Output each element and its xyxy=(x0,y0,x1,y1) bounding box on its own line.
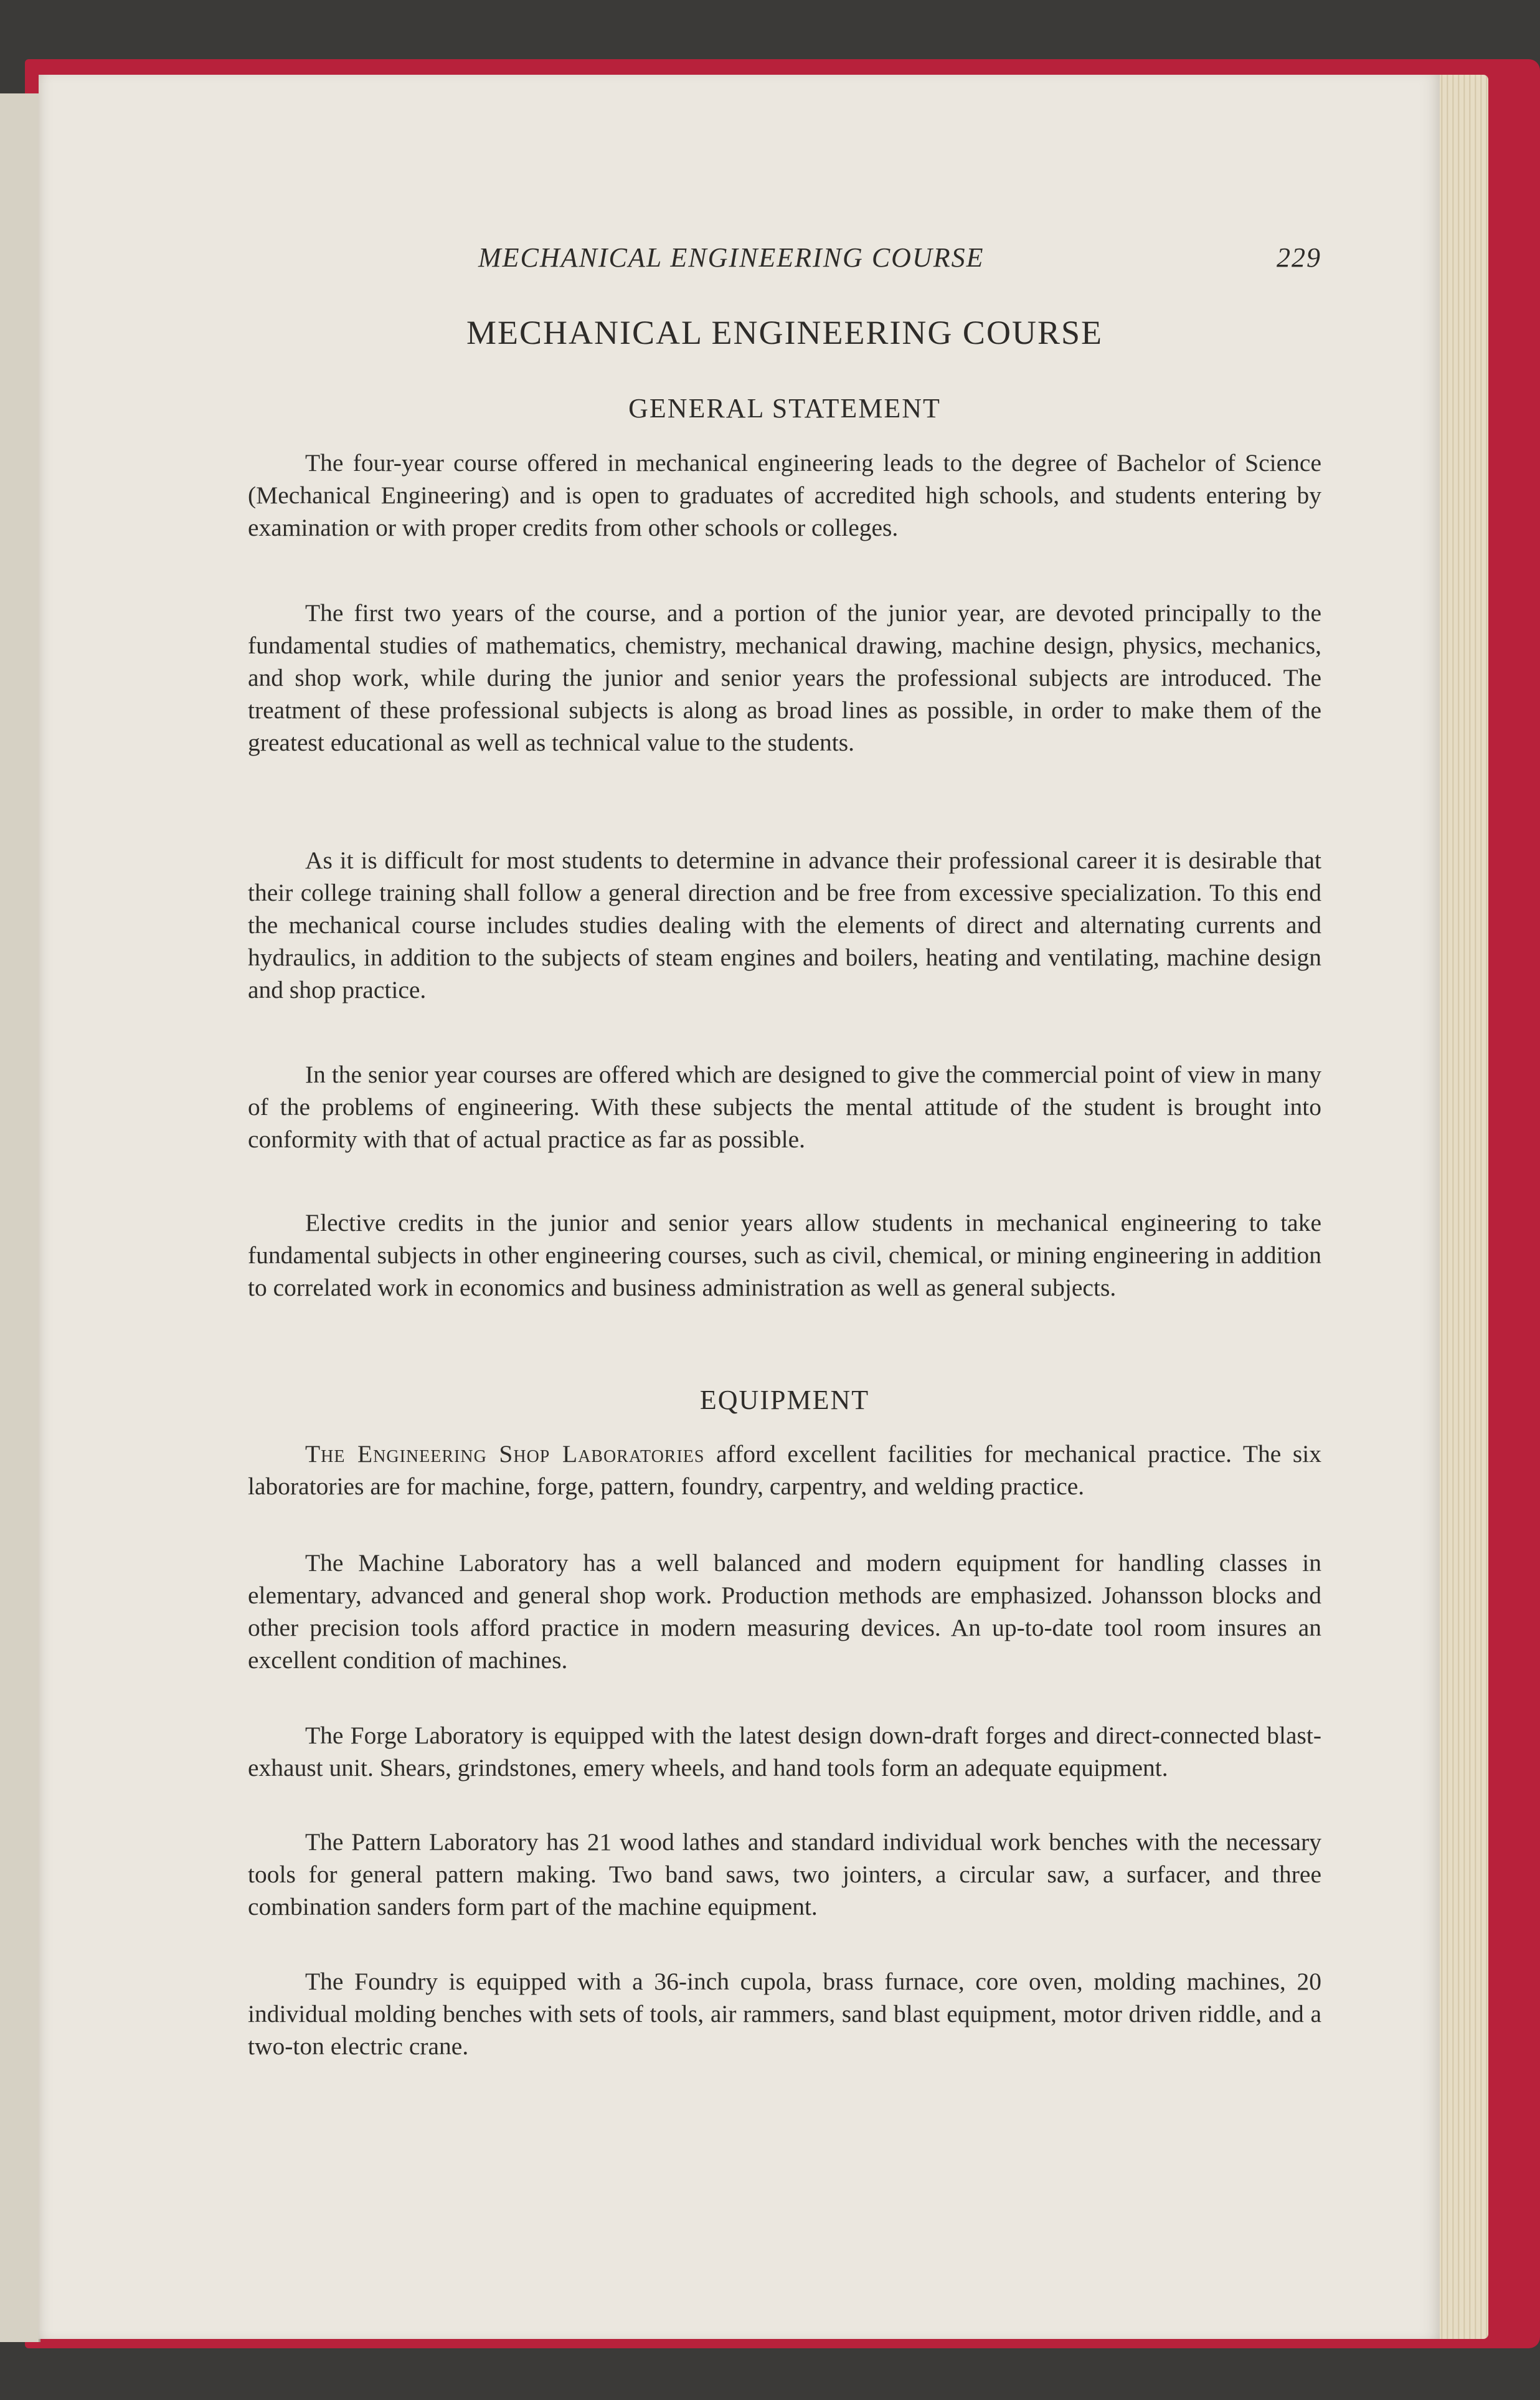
paragraph: The Forge Laboratory is equipped with the latest design down-draft forges and direct-connected blast-exhaust unit. Shears, grindstones, emery wheels, and hand tools form an adequate equipment. xyxy=(248,1722,1321,1781)
paragraph: Elective credits in the junior and senior years allow students in mechanical engineering to take fundamental subjects in other engineering courses, such as civil, chemical, or mining engineering in addition to correlated work in economics and business administration as well as general subjects. xyxy=(248,1209,1321,1301)
lead-in-small-caps: The Engineering Shop Laboratories xyxy=(305,1440,705,1468)
paragraph: The Pattern Laboratory has 21 wood lathes and standard individual work benches with the necessary tools for general pattern making. Two band saws, two jointers, a circular saw, a surfacer, and three combination sanders form part of the machine equipment. xyxy=(248,1828,1321,1920)
previous-page-edge xyxy=(0,93,40,2342)
paragraph: The Foundry is equipped with a 36-inch cupola, brass furnace, core oven, molding machines, 20 individual molding benches with sets of tools, air rammers, sand blast equipment, motor driven riddle, and a two-ton electric crane. xyxy=(248,1968,1321,2060)
section-heading-general-statement: GENERAL STATEMENT xyxy=(628,393,941,424)
running-head xyxy=(248,242,1321,279)
book-page xyxy=(39,75,1440,2339)
paragraph: The first two years of the course, and a portion of the junior year, are devoted principally to the fundamental studies of mathematics, chemistry, mechanical drawing, machine design, physics, mechanics, and shop work, while during the junior and senior years the professional subjects are introduced. The treatment of these professional subjects is along as broad lines as possible, in order to make them of the greatest educational as well as technical value to the students. xyxy=(248,599,1321,756)
paragraph: The Machine Laboratory has a well balanced and modern equipment for handling classes in elementary, advanced and general shop work. Production methods are emphasized. Johansson blocks and other precision tools afford practice in modern measuring devices. An up-to-date tool room insures an excellent condition of machines. xyxy=(248,1549,1321,1674)
page-number: 229 xyxy=(1277,242,1321,273)
paragraph xyxy=(248,1438,1321,1502)
paragraph: As it is difficult for most students to determine in advance their professional career it is desirable that their college training shall follow a general direction and be free from excessive specialization. To this end the mechanical course includes studies dealing with the elements of direct and alternating currents and hydraulics, in addition to the subjects of steam engines and boilers, heating and ventilating, machine design and shop practice. xyxy=(248,847,1321,1003)
page-title: MECHANICAL ENGINEERING COURSE xyxy=(466,314,1103,351)
paragraph: In the senior year courses are offered which are designed to give the commercial point of view in many of the problems of engineering. With these subjects the mental attitude of the student is brought into conformity with that of actual practice as far as possible. xyxy=(248,1061,1321,1153)
paragraph: The four-year course offered in mechanical engineering leads to the degree of Bachelor of Science (Mechanical Engineering) and is open to graduates of accredited high schools, and students entering by examination or with proper credits from other schools or colleges. xyxy=(248,449,1321,541)
paragraph-text: afford excellent facilities for mechanical practice. The six laboratories are for machine, forge, pattern, foundry, carpentry, and welding practice. xyxy=(248,1440,1321,1500)
running-head-title: MECHANICAL ENGINEERING COURSE xyxy=(478,242,985,273)
section-heading-equipment: EQUIPMENT xyxy=(699,1385,870,1415)
